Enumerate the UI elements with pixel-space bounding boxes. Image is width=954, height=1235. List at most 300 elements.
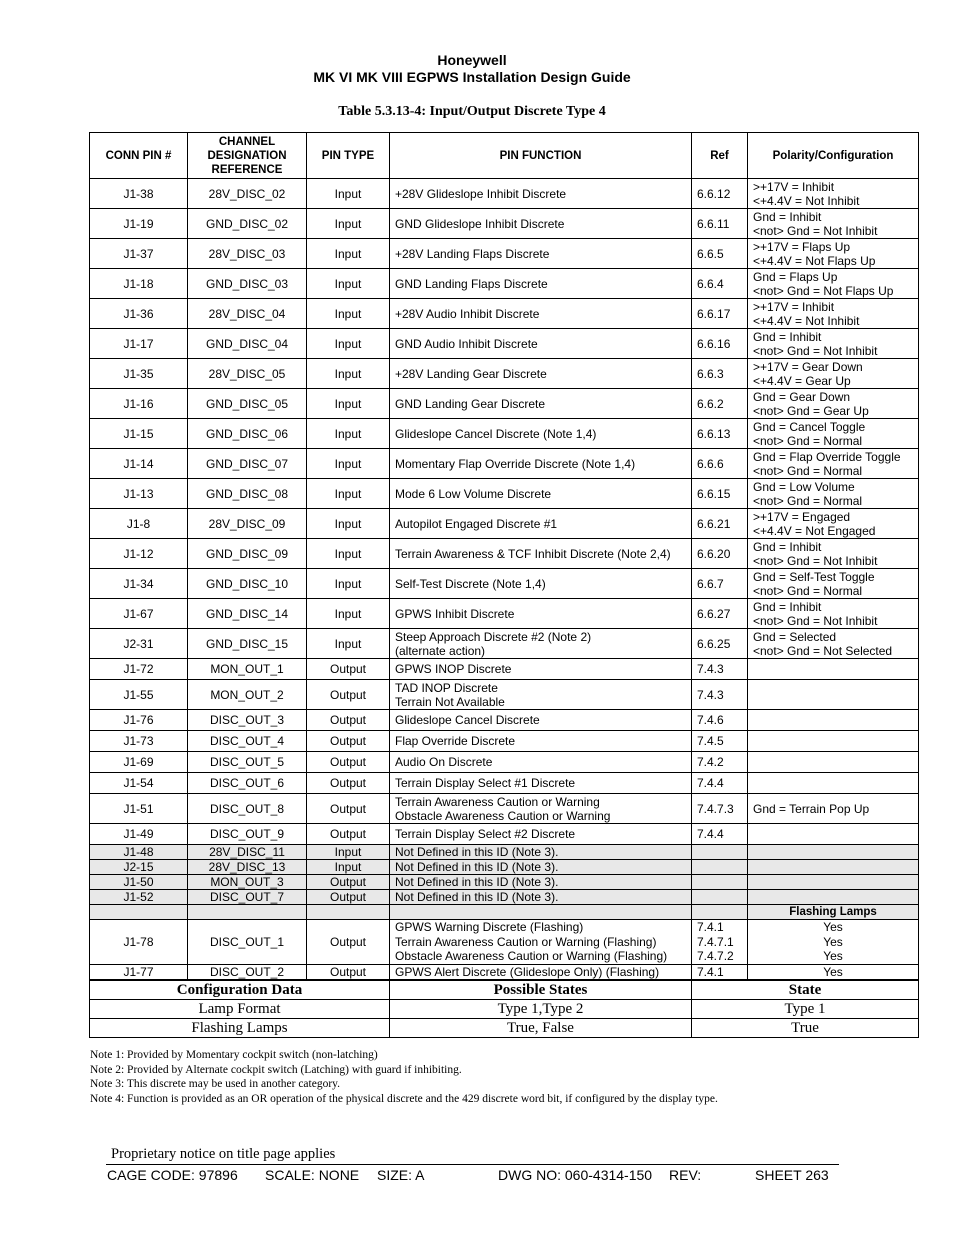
ref-line: 7.4.7.1 — [697, 934, 734, 949]
empty-cell — [307, 905, 390, 920]
config-possible-states: Type 1,Type 2 — [390, 1000, 692, 1019]
channel-designation: GND_DISC_09 — [188, 539, 307, 569]
polarity — [748, 449, 919, 479]
table-row — [90, 299, 919, 329]
pin-function-line: Terrain Awareness Caution or Warning (Flashing) — [395, 934, 657, 949]
ref: 6.6.6 — [692, 449, 748, 479]
pin-function-line: GPWS Warning Discrete (Flashing) — [395, 920, 584, 934]
polarity — [748, 710, 919, 731]
ref — [692, 920, 748, 965]
discrete-table — [89, 132, 919, 1038]
polarity — [748, 629, 919, 659]
pin-function — [390, 209, 692, 239]
pin-function — [390, 824, 692, 845]
pin-type: Input — [307, 269, 390, 299]
channel-designation: 28V_DISC_13 — [188, 860, 307, 875]
pin-type: Input — [307, 509, 390, 539]
pin-function — [390, 794, 692, 824]
pin-type: Input — [307, 629, 390, 659]
config-row — [90, 1019, 919, 1038]
table-row-flashing — [90, 920, 919, 965]
polarity — [748, 964, 919, 980]
conn-pin: J1-72 — [90, 659, 188, 680]
channel-designation: DISC_OUT_1 — [188, 920, 307, 965]
polarity-line: Gnd = Terrain Pop Up — [753, 801, 870, 816]
ref: 6.6.5 — [692, 239, 748, 269]
col-header-ref: Ref — [692, 133, 748, 179]
conn-pin: J1-36 — [90, 299, 188, 329]
conn-pin: J1-17 — [90, 329, 188, 359]
conn-pin: J1-8 — [90, 509, 188, 539]
pin-function-line: Glideslope Cancel Discrete (Note 1,4) — [395, 426, 597, 441]
polarity-line: Gnd = Inhibit — [753, 329, 822, 344]
polarity-line: Yes — [823, 934, 843, 949]
ref: 6.6.27 — [692, 599, 748, 629]
channel-designation: DISC_OUT_3 — [188, 710, 307, 731]
pin-function — [390, 680, 692, 710]
conn-pin: J1-77 — [90, 964, 188, 980]
empty-cell — [692, 905, 748, 920]
table-row — [90, 539, 919, 569]
polarity-line: Yes — [823, 964, 843, 979]
pin-type: Output — [307, 680, 390, 710]
conn-pin: J1-54 — [90, 773, 188, 794]
pin-function-line: Self-Test Discrete (Note 1,4) — [395, 576, 546, 591]
pin-function — [390, 509, 692, 539]
pin-type: Output — [307, 659, 390, 680]
note-3: Note 3: This discrete may be used in another category. — [90, 1078, 341, 1090]
pin-function-line: Steep Approach Discrete #2 (Note 2) — [395, 629, 592, 644]
polarity-line: <+4.4V = Not Flaps Up — [753, 253, 876, 268]
table-row — [90, 731, 919, 752]
channel-designation: MON_OUT_1 — [188, 659, 307, 680]
table-row — [90, 710, 919, 731]
table-row-undefined — [90, 845, 919, 860]
note-1: Note 1: Provided by Momentary cockpit switch (non-latching) — [90, 1049, 378, 1061]
polarity-line: Gnd = Flaps Up — [753, 269, 838, 284]
note-4: Note 4: Function is provided as an OR operation of the physical discrete and the 429 discrete word bit, if configured by the display type. — [90, 1092, 718, 1105]
ref: 7.4.7.3 — [692, 794, 748, 824]
pin-function-line: GPWS INOP Discrete — [395, 662, 512, 676]
conn-pin: J1-76 — [90, 710, 188, 731]
channel-designation: GND_DISC_14 — [188, 599, 307, 629]
channel-designation: 28V_DISC_04 — [188, 299, 307, 329]
conn-pin: J1-35 — [90, 359, 188, 389]
company-name: Honeywell — [437, 52, 507, 68]
polarity-line: <+4.4V = Not Engaged — [753, 523, 876, 538]
polarity-line: >+17V = Gear Down — [753, 359, 863, 374]
polarity — [748, 509, 919, 539]
pin-function — [390, 629, 692, 659]
table-row — [90, 359, 919, 389]
polarity — [748, 752, 919, 773]
channel-designation: MON_OUT_2 — [188, 680, 307, 710]
table-row — [90, 419, 919, 449]
conn-pin: J1-52 — [90, 890, 188, 905]
channel-designation: 28V_DISC_11 — [188, 845, 307, 860]
size: SIZE: A — [377, 1167, 425, 1183]
polarity-line: >+17V = Engaged — [753, 509, 851, 524]
col-header-conn-pin: CONN PIN # — [90, 133, 188, 179]
pin-function-line: Obstacle Awareness Caution or Warning (Flashing) — [395, 949, 668, 963]
document-title: MK VI MK VIII EGPWS Installation Design Guide — [313, 69, 631, 85]
ref: 6.6.13 — [692, 419, 748, 449]
ref: 7.4.3 — [692, 659, 748, 680]
polarity — [748, 239, 919, 269]
pin-function — [390, 964, 692, 980]
proprietary-notice: Proprietary notice on title page applies — [111, 1146, 336, 1162]
pin-function-line: (alternate action) — [395, 643, 486, 658]
pin-function-line: +28V Audio Inhibit Discrete — [395, 306, 540, 321]
pin-type: Output — [307, 794, 390, 824]
polarity — [748, 680, 919, 710]
pin-function-line: Obstacle Awareness Caution or Warning — [395, 808, 611, 823]
pin-type: Input — [307, 479, 390, 509]
drawing-number: DWG NO: 060-4314-150 — [498, 1167, 653, 1183]
table-row — [90, 389, 919, 419]
polarity — [748, 890, 919, 905]
pin-function-line: Glideslope Cancel Discrete — [395, 713, 540, 727]
polarity-line: <not> Gnd = Not Inhibit — [753, 343, 878, 358]
conn-pin: J2-31 — [90, 629, 188, 659]
pin-function — [390, 389, 692, 419]
conn-pin: J1-55 — [90, 680, 188, 710]
polarity — [748, 920, 919, 965]
pin-function-line: Terrain Awareness Caution or Warning — [395, 794, 600, 809]
config-name: Lamp Format — [90, 1000, 390, 1019]
conn-pin: J1-69 — [90, 752, 188, 773]
channel-designation: GND_DISC_15 — [188, 629, 307, 659]
empty-cell — [188, 905, 307, 920]
table-row — [90, 659, 919, 680]
notes — [90, 1048, 718, 1106]
polarity-line: Gnd = Inhibit — [753, 539, 822, 554]
table-row — [90, 680, 919, 710]
polarity — [748, 731, 919, 752]
polarity — [748, 389, 919, 419]
conn-pin: J1-19 — [90, 209, 188, 239]
ref: 7.4.5 — [692, 731, 748, 752]
pin-function-line: GPWS Alert Discrete (Glideslope Only) (Flashing) — [395, 964, 660, 979]
polarity — [748, 269, 919, 299]
channel-designation: DISC_OUT_4 — [188, 731, 307, 752]
polarity-line: <not> Gnd = Normal — [753, 433, 863, 448]
pin-type: Input — [307, 179, 390, 209]
table-row — [90, 479, 919, 509]
ref: 7.4.3 — [692, 680, 748, 710]
channel-designation: 28V_DISC_03 — [188, 239, 307, 269]
ref-line: 7.4.7.2 — [697, 949, 734, 963]
pin-function — [390, 479, 692, 509]
pin-type: Output — [307, 731, 390, 752]
table-row-flashing — [90, 964, 919, 980]
pin-type: Output — [307, 890, 390, 905]
config-data-header: Configuration Data — [90, 980, 390, 1000]
polarity — [748, 209, 919, 239]
channel-designation: GND_DISC_08 — [188, 479, 307, 509]
ref: 6.6.20 — [692, 539, 748, 569]
table-row — [90, 629, 919, 659]
pin-type: Input — [307, 845, 390, 860]
pin-function-line: Audio On Discrete — [395, 755, 493, 769]
config-row — [90, 1000, 919, 1019]
config-state: Type 1 — [692, 1000, 919, 1019]
conn-pin: J1-51 — [90, 794, 188, 824]
polarity-line: <not> Gnd = Not Selected — [753, 643, 893, 658]
ref-line: 7.4.1 — [697, 920, 724, 934]
polarity-line: <+4.4V = Not Inhibit — [753, 193, 860, 208]
table-row — [90, 209, 919, 239]
polarity-line: >+17V = Inhibit — [753, 179, 835, 194]
table-row — [90, 179, 919, 209]
ref: 6.6.25 — [692, 629, 748, 659]
ref — [692, 860, 748, 875]
col-header-channel: CHANNEL DESIGNATION REFERENCE — [188, 133, 307, 179]
footer-rule — [106, 1164, 839, 1165]
state-header: State — [692, 980, 919, 1000]
polarity — [748, 329, 919, 359]
pin-type: Output — [307, 875, 390, 890]
ref: 6.6.11 — [692, 209, 748, 239]
pin-function — [390, 539, 692, 569]
conn-pin: J1-34 — [90, 569, 188, 599]
pin-type: Input — [307, 239, 390, 269]
pin-function-line: GND Landing Flaps Discrete — [395, 276, 548, 291]
polarity-line: Gnd = Cancel Toggle — [753, 419, 866, 434]
col-header-pin-type: PIN TYPE — [307, 133, 390, 179]
polarity-line: <not> Gnd = Normal — [753, 493, 863, 508]
polarity — [748, 179, 919, 209]
pin-function-line: GPWS Inhibit Discrete — [395, 606, 515, 621]
ref — [692, 964, 748, 980]
channel-designation: 28V_DISC_09 — [188, 509, 307, 539]
col-header-polarity: Polarity/Configuration — [748, 133, 919, 179]
polarity-line: Yes — [823, 949, 843, 963]
conn-pin: J1-73 — [90, 731, 188, 752]
pin-type: Input — [307, 389, 390, 419]
channel-designation: DISC_OUT_6 — [188, 773, 307, 794]
pin-type: Input — [307, 569, 390, 599]
pin-function-line: Terrain Awareness & TCF Inhibit Discrete (Note 2,4) — [395, 546, 671, 561]
ref: 7.4.4 — [692, 773, 748, 794]
polarity-line: <not> Gnd = Not Inhibit — [753, 223, 878, 238]
pin-function: Not Defined in this ID (Note 3). — [390, 875, 692, 890]
conn-pin: J1-13 — [90, 479, 188, 509]
polarity-line: <not> Gnd = Not Inhibit — [753, 553, 878, 568]
pin-function — [390, 299, 692, 329]
polarity — [748, 479, 919, 509]
pin-type: Input — [307, 539, 390, 569]
pin-function: Not Defined in this ID (Note 3). — [390, 890, 692, 905]
pin-function-line: GND Glideslope Inhibit Discrete — [395, 216, 565, 231]
pin-function — [390, 569, 692, 599]
pin-type: Input — [307, 860, 390, 875]
col-header-pin-function: PIN FUNCTION — [390, 133, 692, 179]
channel-designation: 28V_DISC_05 — [188, 359, 307, 389]
pin-function-line: +28V Glideslope Inhibit Discrete — [395, 186, 567, 201]
ref: 6.6.16 — [692, 329, 748, 359]
table-row — [90, 509, 919, 539]
table-row — [90, 773, 919, 794]
scale: SCALE: NONE — [265, 1167, 360, 1183]
pin-function — [390, 179, 692, 209]
pin-function-line: +28V Landing Flaps Discrete — [395, 246, 550, 261]
polarity-line: Gnd = Inhibit — [753, 599, 822, 614]
channel-designation: MON_OUT_3 — [188, 875, 307, 890]
channel-designation: DISC_OUT_8 — [188, 794, 307, 824]
note-2: Note 2: Provided by Alternate cockpit switch (Latching) with guard if inhibiting. — [90, 1063, 462, 1076]
pin-function — [390, 920, 692, 965]
ref: 7.4.6 — [692, 710, 748, 731]
pin-type: Output — [307, 964, 390, 980]
conn-pin: J1-38 — [90, 179, 188, 209]
channel-designation: GND_DISC_07 — [188, 449, 307, 479]
pin-function — [390, 710, 692, 731]
ref: 6.6.12 — [692, 179, 748, 209]
pin-type: Input — [307, 209, 390, 239]
conn-pin: J1-67 — [90, 599, 188, 629]
polarity — [748, 824, 919, 845]
polarity — [748, 659, 919, 680]
table-row — [90, 239, 919, 269]
empty-cell — [90, 905, 188, 920]
ref: 6.6.3 — [692, 359, 748, 389]
pin-type: Input — [307, 299, 390, 329]
conn-pin: J1-14 — [90, 449, 188, 479]
pin-type: Input — [307, 599, 390, 629]
table-row-undefined — [90, 860, 919, 875]
table-row — [90, 824, 919, 845]
table-row — [90, 599, 919, 629]
polarity-line: <not> Gnd = Normal — [753, 583, 863, 598]
ref-line: 7.4.1 — [697, 964, 724, 979]
channel-designation: GND_DISC_10 — [188, 569, 307, 599]
pin-function — [390, 731, 692, 752]
polarity — [748, 599, 919, 629]
ref: 6.6.21 — [692, 509, 748, 539]
flashing-header-row — [90, 905, 919, 920]
table-caption: Table 5.3.13-4: Input/Output Discrete Type 4 — [338, 104, 606, 119]
pin-type: Output — [307, 752, 390, 773]
ref: 6.6.4 — [692, 269, 748, 299]
polarity-line: <not> Gnd = Not Inhibit — [753, 613, 878, 628]
conn-pin: J1-15 — [90, 419, 188, 449]
polarity-line: Gnd = Inhibit — [753, 209, 822, 224]
pin-function — [390, 359, 692, 389]
conn-pin: J1-78 — [90, 920, 188, 965]
table-row-undefined — [90, 890, 919, 905]
channel-designation: GND_DISC_03 — [188, 269, 307, 299]
pin-function — [390, 773, 692, 794]
channel-designation: GND_DISC_06 — [188, 419, 307, 449]
sheet-number: SHEET 263 — [755, 1167, 829, 1183]
polarity-line: >+17V = Inhibit — [753, 299, 835, 314]
conn-pin: J1-48 — [90, 845, 188, 860]
config-header-row — [90, 980, 919, 1000]
conn-pin: J1-49 — [90, 824, 188, 845]
cage-code: CAGE CODE: 97896 — [107, 1167, 238, 1183]
polarity — [748, 794, 919, 824]
config-name: Flashing Lamps — [90, 1019, 390, 1038]
pin-type: Input — [307, 329, 390, 359]
ref: 7.4.4 — [692, 824, 748, 845]
ref — [692, 890, 748, 905]
pin-function — [390, 752, 692, 773]
polarity-line: <not> Gnd = Normal — [753, 463, 863, 478]
conn-pin: J2-15 — [90, 860, 188, 875]
pin-function-line: Flap Override Discrete — [395, 734, 516, 748]
table-row — [90, 569, 919, 599]
polarity-line: Gnd = Flap Override Toggle — [753, 449, 901, 464]
pin-function-line: +28V Landing Gear Discrete — [395, 366, 547, 381]
channel-designation: GND_DISC_05 — [188, 389, 307, 419]
conn-pin: J1-16 — [90, 389, 188, 419]
table-row — [90, 449, 919, 479]
pin-function-line: Mode 6 Low Volume Discrete — [395, 486, 552, 501]
conn-pin: J1-18 — [90, 269, 188, 299]
pin-function — [390, 329, 692, 359]
config-possible-states: True, False — [390, 1019, 692, 1038]
ref: 6.6.7 — [692, 569, 748, 599]
polarity — [748, 419, 919, 449]
polarity-line: Gnd = Self-Test Toggle — [753, 569, 875, 584]
ref: 6.6.2 — [692, 389, 748, 419]
table-row — [90, 269, 919, 299]
channel-designation: DISC_OUT_7 — [188, 890, 307, 905]
polarity-line: >+17V = Flaps Up — [753, 239, 851, 254]
channel-designation: DISC_OUT_5 — [188, 752, 307, 773]
pin-function-line: Terrain Display Select #1 Discrete — [395, 776, 576, 790]
pin-function-line: GND Landing Gear Discrete — [395, 396, 546, 411]
polarity-line: <not> Gnd = Gear Up — [753, 403, 869, 418]
polarity — [748, 875, 919, 890]
polarity — [748, 299, 919, 329]
possible-states-header: Possible States — [390, 980, 692, 1000]
polarity — [748, 860, 919, 875]
polarity — [748, 539, 919, 569]
ref — [692, 875, 748, 890]
polarity-line: Gnd = Low Volume — [753, 479, 855, 494]
polarity — [748, 845, 919, 860]
polarity-line: Gnd = Selected — [753, 629, 837, 644]
conn-pin: J1-12 — [90, 539, 188, 569]
pin-type: Output — [307, 920, 390, 965]
pin-function — [390, 419, 692, 449]
ref: 6.6.15 — [692, 479, 748, 509]
pin-type: Input — [307, 359, 390, 389]
table-header-row — [90, 133, 919, 179]
polarity-line: <not> Gnd = Not Flaps Up — [753, 283, 894, 298]
pin-function: Not Defined in this ID (Note 3). — [390, 845, 692, 860]
channel-designation: GND_DISC_04 — [188, 329, 307, 359]
empty-cell — [390, 905, 692, 920]
polarity-line: <+4.4V = Gear Up — [753, 373, 851, 388]
polarity — [748, 359, 919, 389]
conn-pin: J1-50 — [90, 875, 188, 890]
polarity-line: <+4.4V = Not Inhibit — [753, 313, 860, 328]
pin-function-line: GND Audio Inhibit Discrete — [395, 336, 538, 351]
config-state: True — [692, 1019, 919, 1038]
pin-function — [390, 449, 692, 479]
polarity-line: Gnd = Gear Down — [753, 389, 851, 404]
pin-function-line: Terrain Not Available — [395, 694, 505, 709]
pin-type: Output — [307, 710, 390, 731]
ref: 7.4.2 — [692, 752, 748, 773]
pin-function-line: TAD INOP Discrete — [395, 680, 498, 695]
pin-function-line: Autopilot Engaged Discrete #1 — [395, 516, 558, 531]
channel-designation: DISC_OUT_9 — [188, 824, 307, 845]
ref: 6.6.17 — [692, 299, 748, 329]
